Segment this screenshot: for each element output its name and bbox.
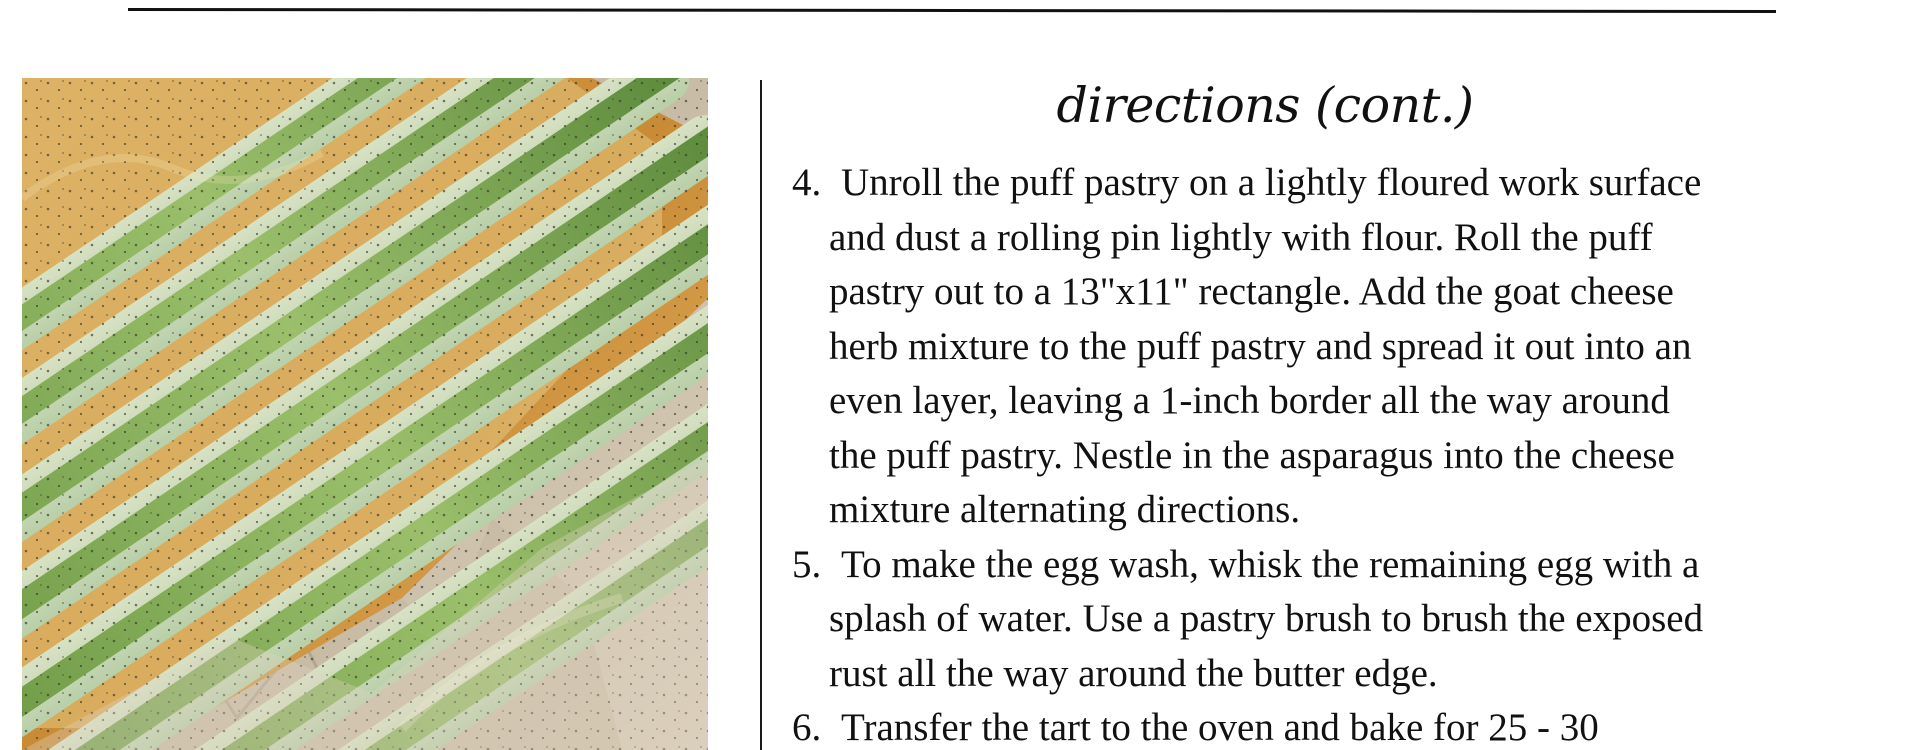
step-text-line: pastry out to a 13"x11" rectangle. Add the goat cheese <box>829 270 1674 313</box>
vertical-divider <box>760 80 762 750</box>
directions-column <box>790 72 1790 750</box>
direction-step-5 <box>790 538 1790 702</box>
top-rule <box>128 8 1776 13</box>
directions-heading: directions (cont.) <box>1056 77 1474 134</box>
step-number: 5. <box>792 542 822 586</box>
direction-step-6 <box>790 701 1790 750</box>
step-text-line: rust all the way around the butter edge. <box>829 651 1438 695</box>
step-text-line: splash of water. Use a pastry brush to brush the exposed <box>829 597 1704 640</box>
step-text-line: even layer, leaving a 1-inch border all the way around <box>829 379 1670 422</box>
step-text-line: the puff pastry. Nestle in the asparagus into the cheese <box>829 433 1675 477</box>
step-text-line: herb mixture to the puff pastry and spread it out into an <box>829 324 1692 368</box>
step-text-line: Unroll the puff pastry on a lightly floured work surface <box>841 161 1702 204</box>
tart-photo <box>22 78 708 750</box>
directions-list <box>790 156 1790 750</box>
direction-step-4 <box>790 156 1790 538</box>
step-text-line: mixture alternating directions. <box>829 488 1301 531</box>
asparagus-tart-illustration <box>22 78 708 750</box>
step-number: 6. <box>792 706 822 749</box>
step-text-line: Transfer the tart to the oven and bake for 25 - 30 <box>841 706 1599 749</box>
step-text-line: and dust a rolling pin lightly with flour. Roll the puff <box>829 215 1653 259</box>
step-text-line: To make the egg wash, whisk the remaining egg with a <box>841 542 1700 586</box>
step-number: 4. <box>792 161 822 204</box>
